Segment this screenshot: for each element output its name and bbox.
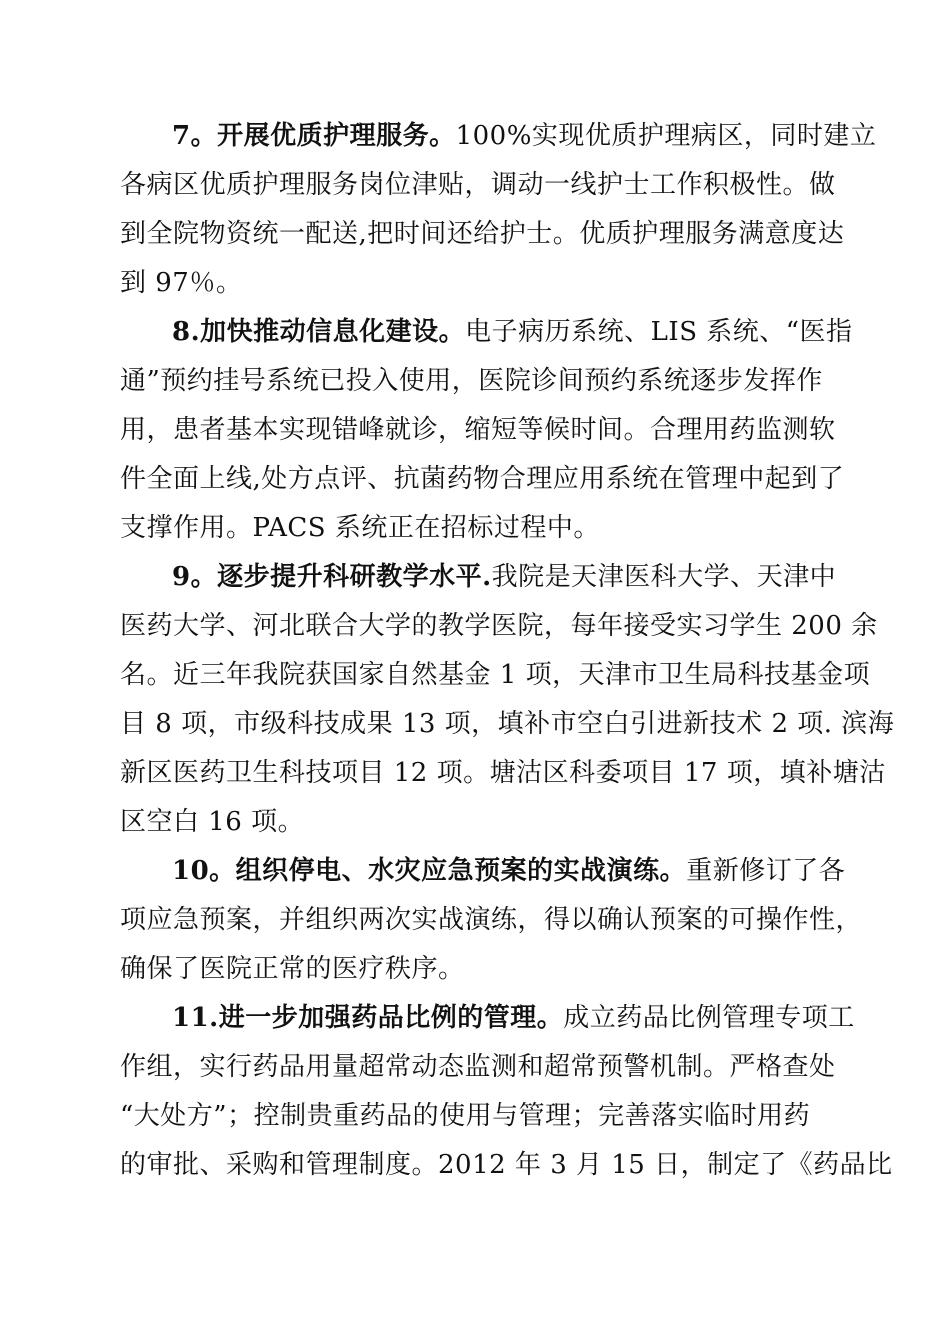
paragraph-7 [120,112,877,308]
paragraph-line: 作组，实行药品用量超常动态监测和超常预警机制。严格查处 [120,1052,836,1082]
paragraph-line: “大处方”；控制贵重药品的使用与管理；完善落实临时用药 [120,1101,811,1131]
paragraph-text: 成立药品比例管理专项工 [563,1003,855,1033]
paragraph-text: 100%实现优质护理病区，同时建立 [455,121,877,151]
paragraph-line: 目 8 项，市级科技成果 13 项，填补市空白引进新技术 2 项. 滨海 [120,709,895,739]
paragraph-11 [120,994,893,1190]
paragraph-10 [120,847,863,994]
paragraph-text: 我院是天津医科大学、天津中 [491,562,837,592]
paragraph-line: 新区医药卫生科技项目 12 项。塘沽区科委项目 17 项，填补塘沽 [120,758,886,788]
paragraph-heading: 8.加快推动信息化建设。 [172,317,466,347]
paragraph-line: 名。近三年我院获国家自然基金 1 项，天津市卫生局科技基金项 [120,660,871,690]
paragraph-line [120,112,877,161]
paragraph-line [120,553,837,602]
paragraph-text: 电子病历系统、LIS 系统、“医指 [465,317,853,347]
paragraph-line: 到 97％。 [120,268,243,298]
paragraph-line [120,994,855,1043]
paragraph-8 [120,308,853,553]
paragraph-line: 区空白 16 项。 [120,807,305,837]
paragraph-9 [120,553,895,847]
paragraph-line: 医药大学、河北联合大学的教学医院，每年接受实习学生 200 余 [120,611,878,641]
paragraph-heading: 9。逐步提升科研教学水平. [172,562,492,592]
paragraph-line: 通”预约挂号系统已投入使用，医院诊间预约系统逐步发挥作 [120,366,823,396]
paragraph-line: 到全院物资统一配送,把时间还给护士。优质护理服务满意度达 [120,219,845,249]
paragraph-heading: 10。组织停电、水灾应急预案的实战演练。 [172,856,687,886]
paragraph-text: 重新修订了各 [686,856,846,886]
paragraph-line [120,847,846,896]
document-body [120,112,895,1190]
paragraph-line: 各病区优质护理服务岗位津贴，调动一线护士工作积极性。做 [120,170,836,200]
paragraph-line: 支撑作用。PACS 系统正在招标过程中。 [120,513,600,543]
paragraph-line: 确保了医院正常的医疗秩序。 [120,954,465,984]
paragraph-line: 的审批、采购和管理制度。2012 年 3 月 15 日，制定了《药品比 [120,1150,893,1180]
paragraph-line: 项应急预案，并组织两次实战演练，得以确认预案的可操作性， [120,905,863,935]
paragraph-line: 件全面上线,处方点评、抗菌药物合理应用系统在管理中起到了 [120,464,845,494]
paragraph-heading: 11.进一步加强药品比例的管理。 [172,1003,564,1033]
paragraph-line [120,308,853,357]
paragraph-heading: 7。开展优质护理服务。 [172,121,456,151]
paragraph-line: 用，患者基本实现错峰就诊，缩短等候时间。合理用药监测软 [120,415,836,445]
